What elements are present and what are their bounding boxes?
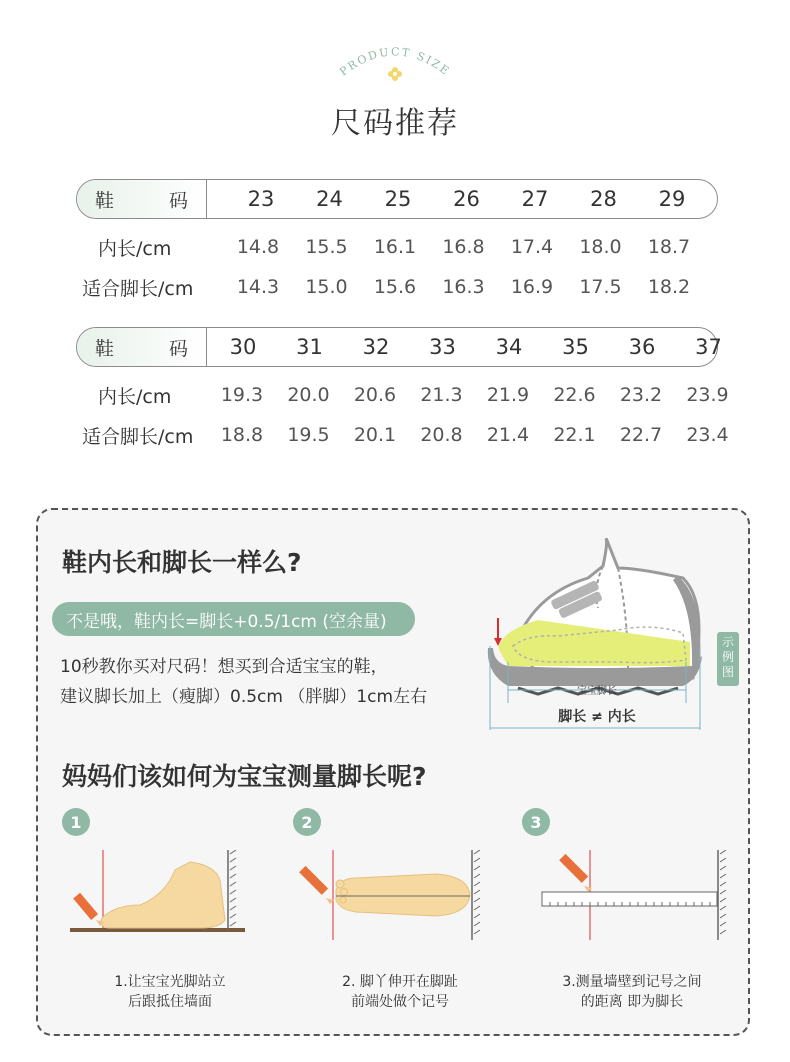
foot-length-cell: 19.5 [287,424,330,446]
flower-icon [387,66,403,82]
step-3-caption-line-1: 3.测量墙壁到记号之间 [562,974,702,990]
foot-length-cell: 20.1 [353,424,397,446]
size-cell: 31 [296,335,323,359]
inner-length-cell: 21.9 [486,384,530,406]
tip-text-line-2: 建议脚长加上（瘦脚）0.5cm （胖脚）1cm左右 [60,687,428,707]
question-heading-1: 鞋内长和脚长一样么? [62,548,302,577]
diagram-compare-label: 脚长 ≠ 内长 [558,709,636,725]
size-cell: 27 [521,187,549,211]
size-cell: 34 [495,335,523,359]
page-title: 尺码推荐 [331,106,459,141]
size-table-2 [76,327,722,367]
step-2-caption-line-1: 2. 脚丫伸开在脚趾 [342,974,458,990]
inner-length-cell: 20.0 [287,384,330,406]
step-1-foot-standing-illustration [70,850,250,940]
foot-length-cell: 14.3 [236,276,280,298]
size-header-row [76,327,722,367]
foot-length-cell: 16.3 [442,276,485,298]
step-1-caption [100,972,240,1012]
size-cell: 25 [384,187,412,211]
size-table-1 [76,179,718,219]
step-2-caption-line-2: 前端处做个记号 [351,994,449,1010]
step-1-number: 1 [62,808,90,836]
foot-length-cell: 17.5 [579,276,622,298]
inner-length-cell: 16.1 [373,236,417,258]
step-1-caption-line-1: 1.让宝宝光脚站立 [114,974,226,990]
foot-length-cell: 23.4 [686,424,729,446]
size-cell: 30 [229,335,257,359]
step-2-foot-mark-illustration [296,850,486,945]
step-2-caption [330,972,470,1012]
inner-length-cell: 20.6 [353,384,397,406]
size-cell: 23 [247,187,275,211]
foot-length-cell: 20.8 [420,424,463,446]
question-heading-2: 妈妈们该如何为宝宝测量脚长呢? [62,762,427,791]
row-label: 适合脚长/cm [82,425,194,448]
step-2-number: 2 [293,808,321,836]
inner-length-cell: 23.9 [686,384,729,406]
foot-length-row [76,415,729,455]
answer-badge: 不是哦，鞋内长=脚长+0.5/1cm (空余量) [52,602,415,636]
inner-length-cell: 16.8 [442,236,485,258]
inner-length-cell: 18.0 [579,236,622,258]
size-cell: 33 [429,335,456,359]
shoe-cross-section-illustration [478,538,714,734]
size-cell: 36 [628,335,656,359]
size-cell: 24 [316,187,343,211]
foot-length-cell: 15.6 [373,276,417,298]
row-label: 适合脚长/cm [82,277,194,300]
step-3-ruler-measure-illustration [540,850,730,945]
inner-length-cell: 14.8 [236,236,280,258]
foot-length-row [76,267,718,307]
inner-length-cell: 22.6 [553,384,596,406]
foot-length-cell: 15.0 [305,276,348,298]
step-3-caption [552,972,712,1012]
inner-length-cell: 21.3 [420,384,463,406]
foot-length-cell: 18.2 [647,276,691,298]
size-table-2-rows [76,375,729,455]
size-cell: 37 [695,335,722,359]
subtitle-text: PRODUCT SIZE [337,45,453,78]
size-header-row [76,179,718,219]
size-cell: 32 [362,335,390,359]
size-cell: 28 [590,187,617,211]
row-label: 内长/cm [98,385,172,408]
step-1-caption-line-2: 后跟抵住墙面 [128,994,212,1010]
step-3-caption-line-2: 的距离 即为脚长 [580,994,684,1010]
inner-length-cell: 15.5 [305,236,348,258]
inner-length-row [76,227,718,267]
foot-length-cell: 18.8 [220,424,264,446]
foot-length-cell: 16.9 [510,276,554,298]
foot-length-cell: 22.7 [619,424,663,446]
tip-text-line-1: 10秒教你买对尺码！想买到合适宝宝的鞋， [60,657,388,677]
inner-length-row [76,375,729,415]
foot-length-cell: 22.1 [553,424,596,446]
inner-length-cell: 17.4 [510,236,554,258]
size-cell: 26 [453,187,480,211]
example-image-tab: 示例图 [717,632,739,686]
diagram-foot-length-label: 宝宝脚长 [577,686,617,697]
foot-length-cell: 21.4 [486,424,530,446]
size-cell: 29 [658,187,686,211]
size-cell: 35 [562,335,589,359]
inner-length-cell: 19.3 [220,384,264,406]
size-table-1-rows [76,227,718,307]
step-3-number: 3 [522,808,550,836]
inner-length-cell: 23.2 [619,384,663,406]
inner-length-cell: 18.7 [647,236,691,258]
size-header-label: 鞋 码 [77,328,207,366]
row-label: 内长/cm [98,237,172,260]
size-header-label: 鞋 码 [77,180,207,218]
